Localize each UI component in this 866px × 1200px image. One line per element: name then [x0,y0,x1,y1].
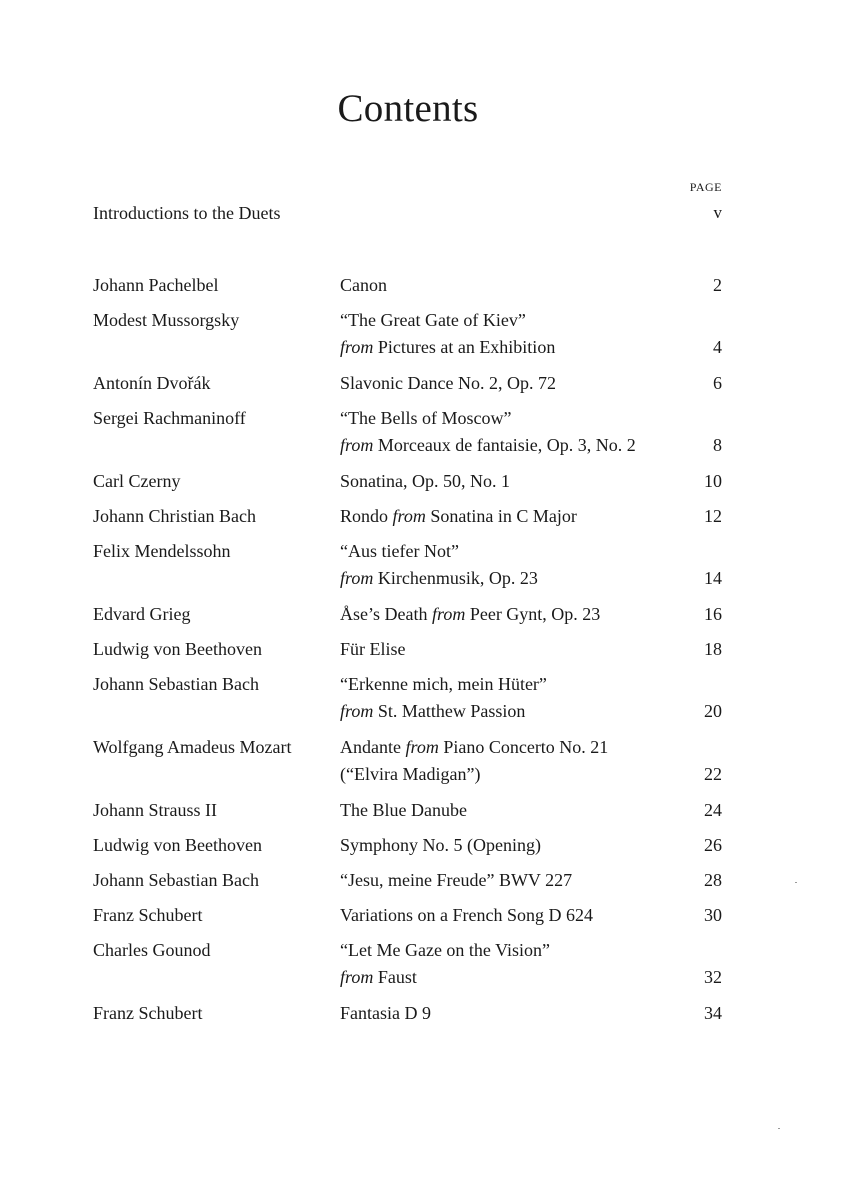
work-title-line [340,272,670,299]
composer-name: Franz Schubert [93,1003,203,1023]
page-number: 26 [704,835,722,855]
work-title [340,797,670,824]
page-number: 4 [713,336,722,357]
work-title-line [340,370,670,397]
intro-row [93,203,722,227]
work-text: Variations on a French Song D 624 [340,905,593,925]
composer-name: Carl Czerny [93,471,181,491]
work-text: “Erkenne mich, mein Hüter” [340,674,547,694]
composer-name: Franz Schubert [93,905,203,925]
work-title-line [340,832,670,859]
work-text: “Jesu, meine Freude” BWV 227 [340,870,573,890]
work-title-line [340,636,670,663]
composer-name: Johann Sebastian Bach [93,870,259,890]
scan-speck [795,882,797,883]
work-title [340,405,670,458]
page-title: Contents [337,87,479,130]
composer-name: Ludwig von Beethoven [93,835,262,855]
work-title [340,867,670,894]
composer-name: Antonín Dvořák [93,373,211,393]
work-title-line [340,405,670,432]
intro-page-number: v [713,203,722,222]
work-text: Åse’s Death [340,604,432,624]
page-number: 32 [704,966,722,987]
composer-name: Ludwig von Beethoven [93,639,262,659]
work-title [340,468,670,495]
work-text: Peer Gynt, Op. 23 [465,604,601,624]
work-title [340,1000,670,1027]
work-text: Canon [340,275,387,295]
work-title [340,272,670,299]
work-title [340,832,670,859]
work-title [340,902,670,929]
work-text: Sonatina in C Major [425,506,577,526]
work-text: Sonatina, Op. 50, No. 1 [340,471,510,491]
from-italic: from [340,700,374,721]
work-text: Kirchenmusik, Op. 23 [373,567,538,588]
work-title [340,307,670,360]
page-number: 34 [704,1003,722,1023]
composer-name: Johann Sebastian Bach [93,674,259,694]
page-number: 2 [713,275,722,295]
work-title-line [340,432,670,459]
work-title-line [340,902,670,929]
work-title-line [340,1000,670,1027]
work-title-line [340,671,670,698]
page-number: 12 [704,506,722,526]
work-title-line [340,734,670,761]
scan-speck [778,1128,780,1129]
work-title-line [340,307,670,334]
composer-name: Edvard Grieg [93,604,191,624]
work-title-line [340,503,670,530]
composer-name: Wolfgang Amadeus Mozart [93,737,292,757]
work-text: “Aus tiefer Not” [340,541,459,561]
work-title-line [340,538,670,565]
page-number: 16 [704,604,722,624]
page-number: 24 [704,800,722,820]
page-column-header: PAGE [689,180,722,194]
work-text: Andante [340,737,406,757]
work-text: Slavonic Dance No. 2, Op. 72 [340,373,556,393]
work-title-line [340,964,670,991]
work-text: Faust [373,966,417,987]
work-title-line [340,698,670,725]
work-text: Piano Concerto No. 21 [438,737,609,757]
composer-name: Modest Mussorgsky [93,310,240,330]
work-title [340,601,670,628]
work-title-line [340,468,670,495]
page-number: 30 [704,905,722,925]
work-title [340,671,670,724]
composer-name: Charles Gounod [93,940,211,960]
work-text: “The Bells of Moscow” [340,408,512,428]
work-title [340,503,670,530]
page-number: 28 [704,870,722,890]
page-number: 22 [704,763,722,784]
work-text: Morceaux de fantaisie, Op. 3, No. 2 [373,434,636,455]
composer-name: Felix Mendelssohn [93,541,231,561]
work-text: (“Elvira Madigan”) [340,763,481,784]
page-number: 20 [704,700,722,721]
work-text: “Let Me Gaze on the Vision” [340,940,551,960]
work-title-line [340,867,670,894]
composer-name: Johann Pachelbel [93,275,219,295]
work-title-line [340,334,670,361]
page-number: 14 [704,567,722,588]
work-title [340,937,670,990]
from-italic: from [340,434,374,455]
work-text: The Blue Danube [340,800,467,820]
from-italic: from [340,336,374,357]
work-text: Für Elise [340,639,406,659]
from-italic: from [405,737,439,757]
work-title-line [340,937,670,964]
work-title-line [340,797,670,824]
work-text: Fantasia D 9 [340,1003,431,1023]
work-text: Rondo [340,506,393,526]
work-text: Symphony No. 5 (Opening) [340,835,541,855]
page-number: 8 [713,434,722,455]
page-number: 18 [704,639,722,659]
work-text: Pictures at an Exhibition [373,336,556,357]
intro-label: Introductions to the Duets [93,203,281,223]
composer-name: Johann Christian Bach [93,506,256,526]
from-italic: from [392,506,426,526]
from-italic: from [431,604,466,624]
work-title [340,538,670,591]
composer-name: Johann Strauss II [93,800,217,820]
work-title [340,734,670,787]
work-title-line [340,601,670,628]
from-italic: from [340,966,374,987]
work-title [340,636,670,663]
from-italic: from [340,567,374,588]
work-text: “The Great Gate of Kiev” [340,310,526,330]
work-text: St. Matthew Passion [373,700,526,721]
page-number: 6 [713,373,722,393]
composer-name: Sergei Rachmaninoff [93,408,246,428]
work-title [340,370,670,397]
work-title-line [340,565,670,592]
page-number: 10 [704,471,722,491]
work-title-line [340,761,670,788]
